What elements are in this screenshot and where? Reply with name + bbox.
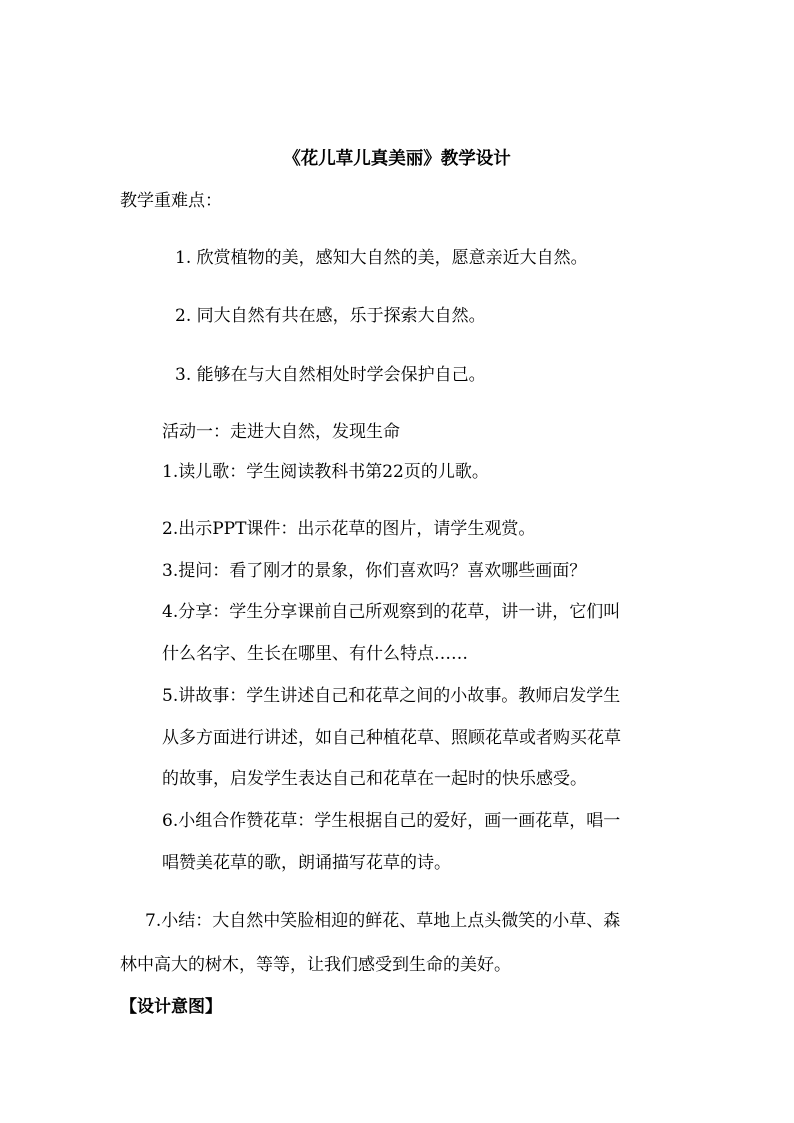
activity-heading: 活动一：走进大自然，发现生命 <box>162 422 400 442</box>
step-7-line-1: 7.小结：大自然中笑脸相迎的鲜花、草地上点头微笑的小草、森 <box>145 911 621 931</box>
step-6-line-2: 唱赞美花草的歌，朗诵描写花草的诗。 <box>162 853 451 873</box>
step-6-line-1: 6.小组合作赞花草：学生根据自己的爱好，画一画花草，唱一 <box>162 811 621 831</box>
step-1: 1.读儿歌：学生阅读教科书第22页的儿歌。 <box>162 462 489 482</box>
step-7-line-2: 林中高大的树木，等等，让我们感受到生命的美好。 <box>120 955 511 975</box>
step-4-line-2: 什么名字、生长在哪里、有什么特点…… <box>162 644 468 664</box>
key-point-2: 2. 同大自然有共在感，乐于探索大自然。 <box>175 306 486 326</box>
design-intent-heading: 【设计意图】 <box>120 997 222 1017</box>
step-3: 3.提问：看了刚才的景象，你们喜欢吗？喜欢哪些画面？ <box>162 561 587 581</box>
step-5-line-1: 5.讲故事：学生讲述自己和花草之间的小故事。教师启发学生 <box>162 686 621 706</box>
step-5-line-3: 的故事，启发学生表达自己和花草在一起时的快乐感受。 <box>162 769 587 789</box>
document-title: 《花儿草儿真美丽》教学设计 <box>283 149 511 169</box>
key-points-heading: 教学重难点： <box>120 191 222 211</box>
step-5-line-2: 从多方面进行讲述，如自己种植花草、照顾花草或者购买花草 <box>162 728 621 748</box>
key-point-3: 3. 能够在与大自然相处时学会保护自己。 <box>175 365 486 385</box>
key-point-1: 1. 欣赏植物的美，感知大自然的美，愿意亲近大自然。 <box>175 248 588 268</box>
step-4-line-1: 4.分享：学生分享课前自己所观察到的花草，讲一讲，它们叫 <box>162 602 621 622</box>
step-2: 2.出示PPT课件：出示花草的图片，请学生观赏。 <box>162 519 536 539</box>
